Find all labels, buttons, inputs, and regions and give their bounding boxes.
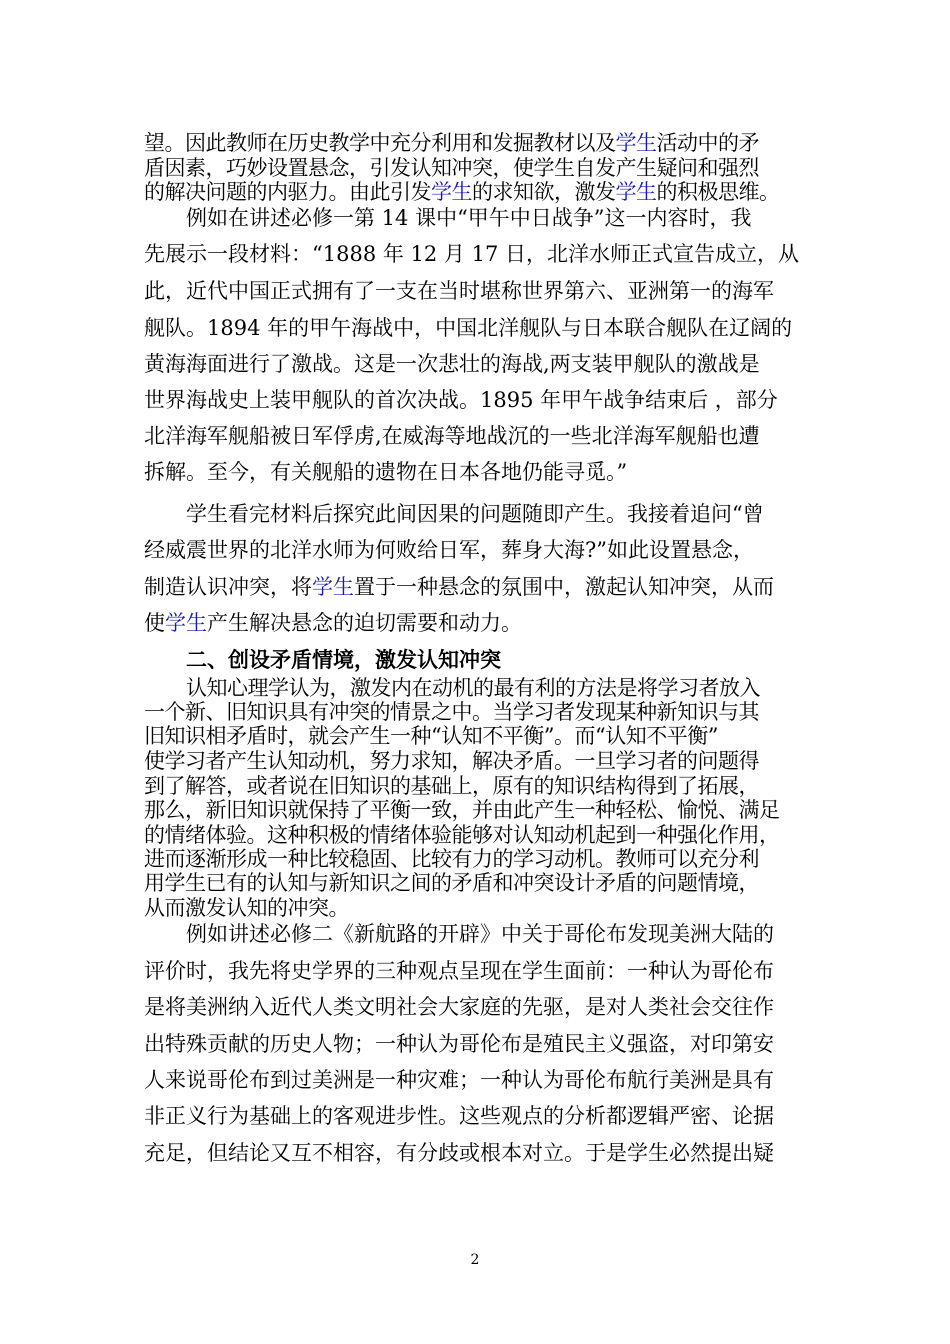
text-line: 的情绪体验。这种积极的情绪体验能够对认知动机起到一种强化作用， <box>144 823 780 847</box>
section-heading: 二、创设矛盾情境，激发认知冲突 <box>186 647 501 672</box>
text-line: 认知心理学认为，激发内在动机的最有利的方法是将学习者放入 <box>186 676 760 700</box>
text-line: 学生看完材料后探究此间因果的问题随即产生。我接着追问“曾 <box>186 502 764 526</box>
text-line: 经威震世界的北洋水师为何败给日军，葬身大海?”如此设置悬念， <box>144 538 754 562</box>
text-line: 世界海战史上装甲舰队的首次决战。1895 年甲午战争结束后 ，部分 <box>144 388 778 412</box>
text-line: 使学习者产生认知动机，努力求知，解决矛盾。一旦学习者的问题得 <box>144 749 759 773</box>
text-line: 黄海海面进行了激战。这是一次悲壮的海战,两支装甲舰队的激战是 <box>144 352 760 376</box>
text-line: 一个新、旧知识具有冲突的情景之中。当学习者发现某种新知识与其 <box>144 700 759 724</box>
text-line: 拆解。至今，有关舰船的遗物在日本各地仍能寻觅。” <box>144 460 628 484</box>
text-line: 是将美洲纳入近代人类文明社会大家庭的先驱，是对人类社会交往作 <box>144 995 774 1019</box>
text-line: 人来说哥伦布到过美洲是一种灾难；一种认为哥伦布航行美洲是具有 <box>144 1068 774 1092</box>
text-line: 到了解答，或者说在旧知识的基础上，原有的知识结构得到了拓展， <box>144 774 759 798</box>
text-line: 旧知识相矛盾时，就会产生一种“认知不平衡”。而“认知不平衡” <box>144 724 718 748</box>
text-line: 进而逐渐形成一种比较稳固、比较有力的学习动机。教师可以充分利 <box>144 847 759 871</box>
page-number: 2 <box>470 1252 480 1268</box>
text-line: 充足，但结论又互不相容，有分歧或根本对立。于是学生必然提出疑 <box>144 1141 774 1165</box>
text-line: 例如讲述必修二《新航路的开辟》中关于哥伦布发现美洲大陆的 <box>186 922 774 946</box>
text-line: 盾因素，巧妙设置悬念，引发认知冲突，使学生自发产生疑问和强烈 <box>144 156 759 180</box>
text-line: 先展示一段材料：“1888 年 12 月 17 日，北洋水师正式宣告成立，从 <box>144 242 799 266</box>
text-line: 的解决问题的内驱力。由此引发学生的求知欲，激发学生的积极思维。 <box>144 180 780 204</box>
text-line: 舰队。1894 年的甲午海战中，中国北洋舰队与日本联合舰队在辽阔的 <box>144 316 793 340</box>
highlighted-term: 学生 <box>615 180 657 204</box>
text-line: 北洋海军舰船被日军俘虏,在威海等地战沉的一些北洋海军舰船也遭 <box>144 424 760 448</box>
text-line: 制造认识冲突，将学生置于一种悬念的氛围中，激起认知冲突，从而 <box>144 575 774 599</box>
text-line: 那么，新旧知识就保持了平衡一致，并由此产生一种轻松、愉悦、满足 <box>144 798 780 822</box>
highlighted-term: 学生 <box>312 575 354 599</box>
text-line: 非正义行为基础上的客观进步性。这些观点的分析都逻辑严密、论据 <box>144 1104 774 1128</box>
text-line: 使学生产生解决悬念的迫切需要和动力。 <box>144 611 522 635</box>
text-line: 此，近代中国正式拥有了一支在当时堪称世界第六、亚洲第一的海军 <box>144 279 774 303</box>
highlighted-term: 学生 <box>165 611 207 635</box>
text-line: 用学生已有的认知与新知识之间的矛盾和冲突设计矛盾的问题情境， <box>144 871 759 895</box>
text-line: 评价时，我先将史学界的三种观点呈现在学生面前：一种认为哥伦布 <box>144 959 774 983</box>
highlighted-term: 学生 <box>615 131 657 155</box>
text-line: 出特殊贡献的历史人物；一种认为哥伦布是殖民主义强盗，对印第安 <box>144 1032 774 1056</box>
text-line: 望。因此教师在历史教学中充分利用和发掘教材以及学生活动中的矛 <box>144 131 759 155</box>
text-line: 例如在讲述必修一第 14 课中“甲午中日战争”这一内容时，我 <box>186 206 752 230</box>
highlighted-term: 学生 <box>431 180 472 204</box>
text-line: 从而激发认知的冲突。 <box>144 896 349 920</box>
